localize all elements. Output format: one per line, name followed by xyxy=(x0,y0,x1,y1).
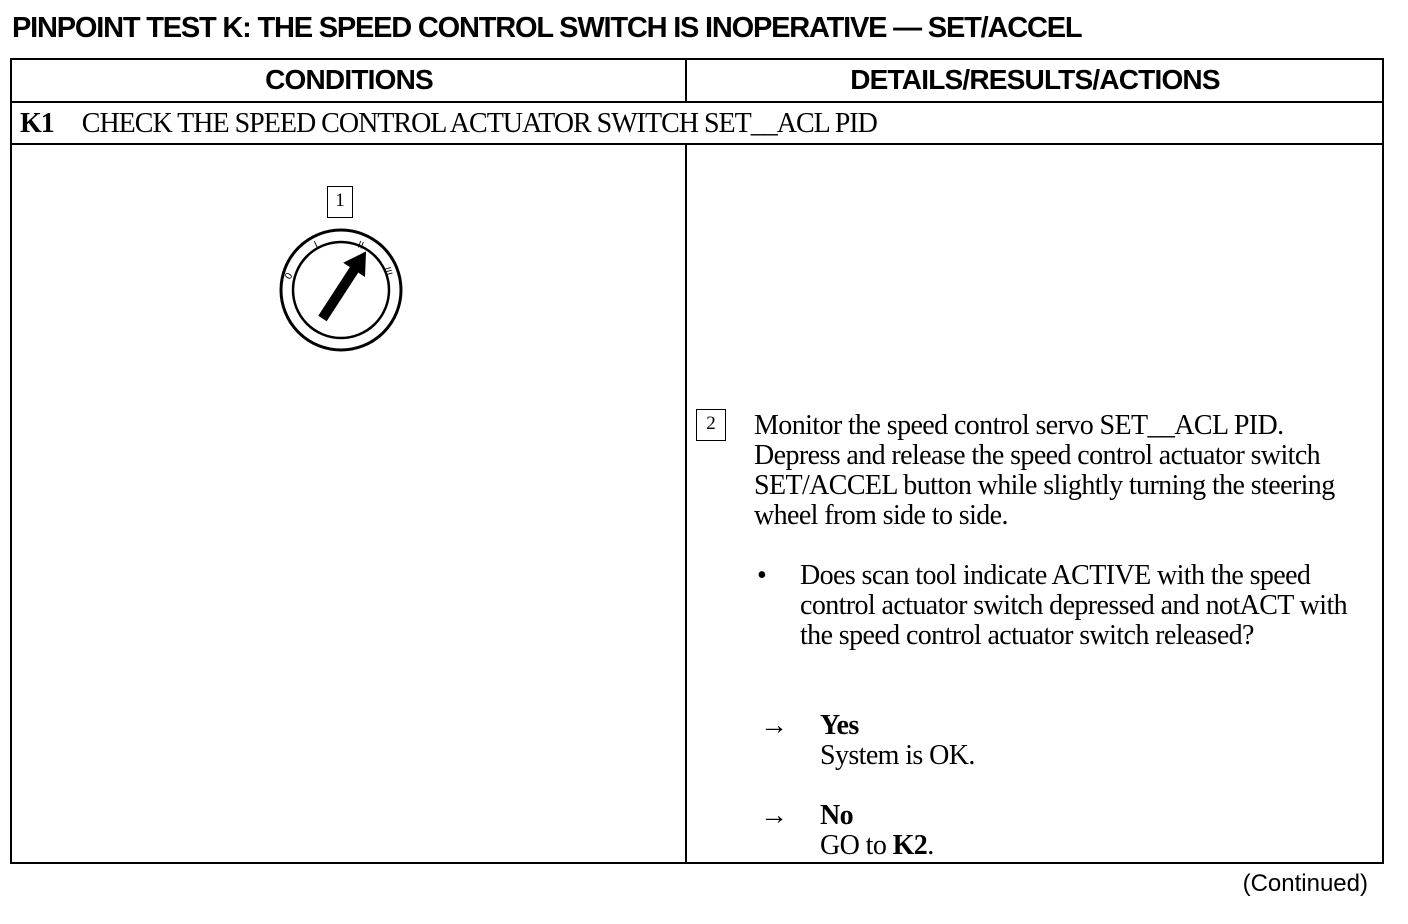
no-label: No xyxy=(820,800,854,831)
yes-label: Yes xyxy=(820,710,859,741)
step-title-row xyxy=(20,108,877,140)
bullet-icon: • xyxy=(757,560,767,591)
step-divider xyxy=(12,143,1382,145)
no-action-prefix: GO to xyxy=(820,830,893,861)
step-number-box-1: 1 xyxy=(327,186,353,218)
result-no-body xyxy=(820,801,1340,861)
ignition-position-3: III xyxy=(381,265,394,277)
page-title: PINPOINT TEST K: THE SPEED CONTROL SWITCH IS INOPERATIVE — SET/ACCEL xyxy=(12,12,1082,44)
go-to-step-link: K2 xyxy=(892,830,928,861)
ignition-position-2: II xyxy=(355,239,365,252)
ignition-pointer xyxy=(312,244,377,325)
no-action xyxy=(820,831,1340,861)
yes-action: System is OK. xyxy=(820,740,975,771)
column-divider-top xyxy=(685,60,687,101)
no-action-suffix: . xyxy=(927,830,934,861)
column-header-details: DETAILS/RESULTS/ACTIONS xyxy=(850,64,1220,95)
question-text: Does scan tool indicate ACTIVE with the speed control actuator switch depressed and notACT with the speed control actuator switch released? xyxy=(800,560,1348,651)
ignition-switch-icon xyxy=(271,220,411,360)
ignition-position-1: I xyxy=(312,239,320,251)
step-2-instruction: Monitor the speed control servo SET__ACL PID. Depress and release the speed control actuator switch SET/ACCEL button while slightly turning the steering wheel from side to side. xyxy=(754,410,1335,531)
arrow-icon: → xyxy=(760,800,788,831)
continued-label: (Continued) xyxy=(1242,870,1368,897)
header-divider xyxy=(12,101,1382,103)
step-id: K1 xyxy=(20,108,54,139)
step-title: CHECK THE SPEED CONTROL ACTUATOR SWITCH SET__ACL PID xyxy=(81,108,877,139)
step-number-box-2: 2 xyxy=(696,409,726,441)
column-divider-body xyxy=(685,145,687,862)
arrow-icon: → xyxy=(760,710,788,741)
ignition-position-0: 0 xyxy=(283,271,296,282)
column-header-conditions: CONDITIONS xyxy=(265,64,433,95)
result-yes-body xyxy=(820,711,1340,771)
